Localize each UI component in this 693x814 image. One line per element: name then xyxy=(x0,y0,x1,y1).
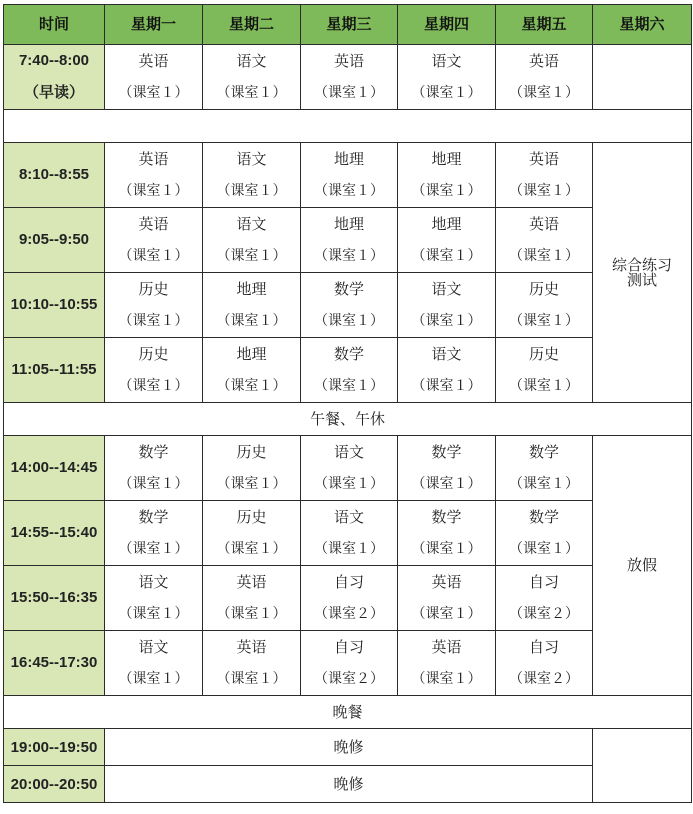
class-cell xyxy=(203,208,301,273)
subject: 英语 xyxy=(138,52,169,70)
class-cell xyxy=(398,45,496,110)
room: （课室１） xyxy=(411,671,482,687)
class-cell xyxy=(105,566,203,631)
room: （课室１） xyxy=(216,248,287,264)
class-cell xyxy=(398,566,496,631)
class-cell xyxy=(203,566,301,631)
time-slot xyxy=(4,501,105,566)
class-cell xyxy=(398,631,496,696)
header-saturday: 星期六 xyxy=(593,5,692,45)
subject: 英语 xyxy=(528,150,559,168)
subject: 语文 xyxy=(138,573,169,591)
subject: 自习 xyxy=(333,638,364,656)
room: （课室１） xyxy=(411,541,482,557)
class-cell xyxy=(496,501,593,566)
room: （课室１） xyxy=(216,671,287,687)
time-range: 11:05--11:55 xyxy=(11,361,97,378)
time-range: 10:10--10:55 xyxy=(10,296,98,313)
room: （课室１） xyxy=(411,183,482,199)
room: （课室１） xyxy=(118,476,189,492)
time-slot xyxy=(4,273,105,338)
subject: 语文 xyxy=(236,215,267,233)
room: （课室２） xyxy=(314,671,384,687)
class-cell xyxy=(105,436,203,501)
early-reading-row xyxy=(4,45,692,110)
subject: 语文 xyxy=(431,280,462,298)
subject: 语文 xyxy=(333,508,364,526)
room: （课室１） xyxy=(118,671,189,687)
class-cell xyxy=(301,501,398,566)
time-range: 14:55--15:40 xyxy=(10,524,98,541)
class-cell xyxy=(496,143,593,208)
class-cell xyxy=(203,338,301,403)
class-cell xyxy=(203,273,301,338)
time-slot xyxy=(4,143,105,208)
subject: 自习 xyxy=(333,573,364,591)
dinner-banner: 晚餐 xyxy=(4,696,692,729)
room: （课室１） xyxy=(509,85,579,101)
room: （课室１） xyxy=(314,85,384,101)
class-cell xyxy=(301,208,398,273)
room: （课室１） xyxy=(509,248,579,264)
subject: 历史 xyxy=(138,345,169,363)
morning-period-row xyxy=(4,208,692,273)
class-cell xyxy=(301,338,398,403)
time-range: 15:50--16:35 xyxy=(10,589,98,606)
class-cell xyxy=(105,143,203,208)
header-monday: 星期一 xyxy=(105,5,203,45)
saturday-empty-cell xyxy=(593,45,692,110)
room: （课室１） xyxy=(216,378,287,394)
class-cell xyxy=(203,501,301,566)
dinner-row xyxy=(4,696,692,729)
room: （课室１） xyxy=(411,378,482,394)
subject: 英语 xyxy=(236,573,267,591)
room: （课室１） xyxy=(216,541,287,557)
class-cell xyxy=(105,208,203,273)
class-cell xyxy=(398,143,496,208)
saturday-morning-cell xyxy=(593,143,692,403)
subject: 数学 xyxy=(333,280,364,298)
subject: 数学 xyxy=(528,508,559,526)
room: （课室２） xyxy=(509,671,579,687)
room: （课室１） xyxy=(118,85,189,101)
subject: 语文 xyxy=(431,345,462,363)
room: （课室１） xyxy=(216,183,287,199)
class-cell xyxy=(301,273,398,338)
class-cell xyxy=(203,45,301,110)
header-row xyxy=(4,5,692,45)
class-cell xyxy=(203,631,301,696)
class-cell xyxy=(398,338,496,403)
room: （课室１） xyxy=(509,183,579,199)
class-cell xyxy=(301,143,398,208)
time-range: 14:00--14:45 xyxy=(10,459,98,476)
room: （课室１） xyxy=(509,476,579,492)
room: （课室１） xyxy=(411,313,482,329)
subject: 数学 xyxy=(138,443,169,461)
room: （课室１） xyxy=(314,476,384,492)
lunch-row xyxy=(4,403,692,436)
blank-separator xyxy=(4,110,692,143)
morning-period-row xyxy=(4,338,692,403)
room: （课室１） xyxy=(118,313,189,329)
afternoon-period-row xyxy=(4,436,692,501)
time-slot xyxy=(4,436,105,501)
class-cell xyxy=(496,338,593,403)
class-cell xyxy=(105,501,203,566)
room: （课室１） xyxy=(411,248,482,264)
subject: 语文 xyxy=(138,638,169,656)
subject: 地理 xyxy=(333,215,364,233)
subject: 历史 xyxy=(236,443,267,461)
class-schedule-table xyxy=(3,4,692,803)
room: （课室１） xyxy=(216,606,287,622)
subject: 英语 xyxy=(431,573,462,591)
class-cell xyxy=(496,208,593,273)
time-slot xyxy=(4,631,105,696)
room: （课室１） xyxy=(118,541,189,557)
room: （课室１） xyxy=(509,378,579,394)
time-slot: 20:00--20:50 xyxy=(4,766,105,803)
room: （课室１） xyxy=(509,313,579,329)
class-cell xyxy=(496,566,593,631)
evening-row xyxy=(4,766,692,803)
saturday-afternoon-cell: 放假 xyxy=(593,436,692,696)
subject: 英语 xyxy=(236,638,267,656)
afternoon-period-row xyxy=(4,566,692,631)
class-cell xyxy=(496,436,593,501)
morning-period-row xyxy=(4,273,692,338)
subject: 英语 xyxy=(528,52,559,70)
class-cell xyxy=(301,631,398,696)
room: （课室１） xyxy=(509,541,579,557)
subject: 自习 xyxy=(528,638,559,656)
class-cell xyxy=(398,208,496,273)
time-slot xyxy=(4,338,105,403)
subject: 历史 xyxy=(236,508,267,526)
class-cell xyxy=(301,45,398,110)
subject: 英语 xyxy=(138,215,169,233)
subject: 历史 xyxy=(138,280,169,298)
class-cell xyxy=(496,45,593,110)
class-cell xyxy=(496,631,593,696)
subject: 数学 xyxy=(431,508,462,526)
room: （课室１） xyxy=(411,606,482,622)
subject: 地理 xyxy=(333,150,364,168)
subject: 语文 xyxy=(236,52,267,70)
room: （课室１） xyxy=(411,85,482,101)
class-cell xyxy=(203,436,301,501)
room: （课室１） xyxy=(118,183,189,199)
subject: 数学 xyxy=(138,508,169,526)
class-cell xyxy=(105,45,203,110)
afternoon-period-row xyxy=(4,501,692,566)
subject: 地理 xyxy=(236,280,267,298)
time-range: 16:45--17:30 xyxy=(10,654,98,671)
subject: 地理 xyxy=(431,150,462,168)
subject: 地理 xyxy=(431,215,462,233)
evening-study: 晚修 xyxy=(105,729,593,766)
subject: 英语 xyxy=(528,215,559,233)
room: （课室１） xyxy=(314,183,384,199)
subject: 数学 xyxy=(431,443,462,461)
evening-study: 晚修 xyxy=(105,766,593,803)
time-slot xyxy=(4,566,105,631)
subject: 数学 xyxy=(528,443,559,461)
header-tuesday: 星期二 xyxy=(203,5,301,45)
room: （课室１） xyxy=(216,85,287,101)
subject: 地理 xyxy=(236,345,267,363)
subject: 英语 xyxy=(333,52,364,70)
room: （课室１） xyxy=(216,476,287,492)
class-cell xyxy=(398,501,496,566)
lunch-banner: 午餐、午休 xyxy=(4,403,692,436)
class-cell xyxy=(105,631,203,696)
subject: 自习 xyxy=(528,573,559,591)
room: （课室１） xyxy=(118,606,189,622)
room: （课室１） xyxy=(118,248,189,264)
header-time: 时间 xyxy=(4,5,105,45)
class-cell xyxy=(398,273,496,338)
room: （课室１） xyxy=(314,248,384,264)
class-cell xyxy=(105,338,203,403)
time-note: （早读） xyxy=(23,84,84,101)
saturday-activity-line2: 测试 xyxy=(626,270,657,289)
subject: 语文 xyxy=(333,443,364,461)
subject: 历史 xyxy=(528,280,559,298)
afternoon-period-row xyxy=(4,631,692,696)
class-cell xyxy=(496,273,593,338)
saturday-evening-empty xyxy=(593,729,692,803)
room: （课室２） xyxy=(509,606,579,622)
class-cell xyxy=(301,436,398,501)
room: （课室２） xyxy=(314,606,384,622)
room: （课室１） xyxy=(314,378,384,394)
room: （课室１） xyxy=(411,476,482,492)
class-cell xyxy=(105,273,203,338)
subject: 英语 xyxy=(431,638,462,656)
header-thursday: 星期四 xyxy=(398,5,496,45)
subject: 语文 xyxy=(236,150,267,168)
class-cell xyxy=(203,143,301,208)
header-friday: 星期五 xyxy=(496,5,593,45)
room: （课室１） xyxy=(216,313,287,329)
time-range: 9:05--9:50 xyxy=(18,231,90,248)
subject: 英语 xyxy=(138,150,169,168)
time-slot: 19:00--19:50 xyxy=(4,729,105,766)
room: （课室１） xyxy=(314,313,384,329)
time-range: 8:10--8:55 xyxy=(18,166,90,183)
saturday-activity-line1: 综合练习 xyxy=(611,255,672,274)
time-slot xyxy=(4,45,105,110)
room: （课室１） xyxy=(118,378,189,394)
morning-period-row xyxy=(4,143,692,208)
time-slot xyxy=(4,208,105,273)
evening-row xyxy=(4,729,692,766)
subject: 数学 xyxy=(333,345,364,363)
room: （课室１） xyxy=(314,541,384,557)
subject: 语文 xyxy=(431,52,462,70)
time-range: 7:40--8:00 xyxy=(18,52,90,69)
spacer-row xyxy=(4,110,692,143)
class-cell xyxy=(398,436,496,501)
class-cell xyxy=(301,566,398,631)
subject: 历史 xyxy=(528,345,559,363)
header-wednesday: 星期三 xyxy=(301,5,398,45)
